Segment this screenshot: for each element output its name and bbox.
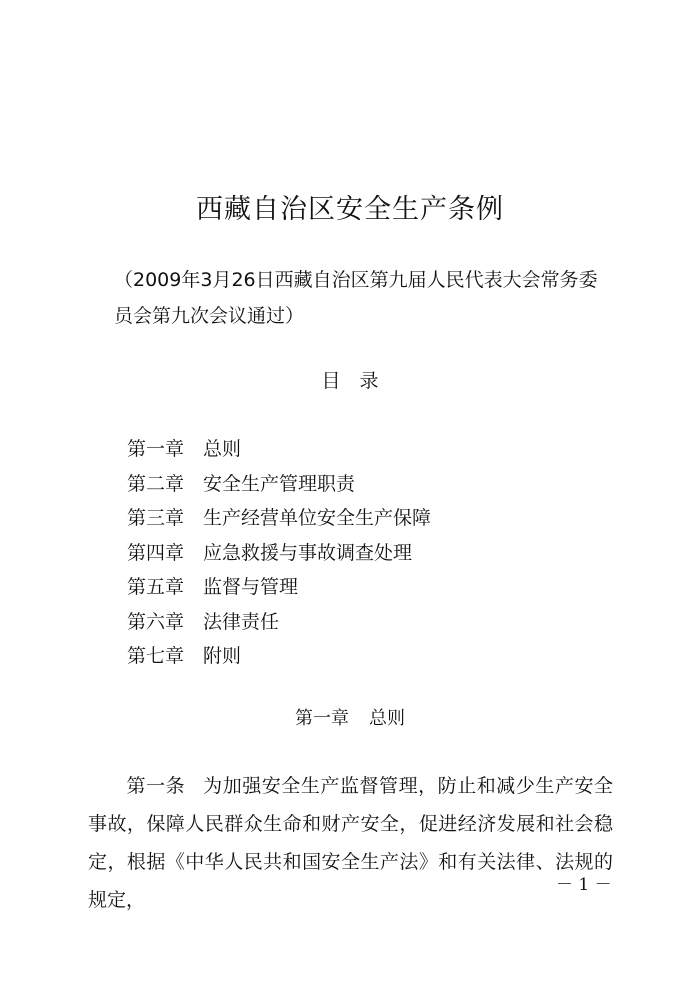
toc-chapter-number: 第六章 bbox=[127, 610, 185, 633]
article-paragraph bbox=[88, 767, 613, 919]
toc-chapter-number: 第七章 bbox=[127, 645, 185, 667]
toc-chapter-name: 安全生产管理职责 bbox=[203, 472, 356, 495]
toc-chapter-number: 第五章 bbox=[127, 576, 185, 598]
toc-chapter-name: 监督与管理 bbox=[203, 576, 299, 598]
chapter-number: 第一章 bbox=[295, 708, 349, 729]
toc-item bbox=[127, 501, 577, 536]
toc-heading: 目 录 bbox=[321, 370, 379, 392]
toc-chapter-name: 生产经营单位安全生产保障 bbox=[203, 507, 432, 529]
chapter-heading bbox=[0, 704, 700, 734]
toc-item bbox=[127, 536, 577, 571]
article-number: 第一条 bbox=[126, 775, 186, 797]
page-number: － 1 － bbox=[556, 875, 612, 895]
toc-item bbox=[127, 467, 577, 502]
toc-chapter-number: 第四章 bbox=[127, 541, 185, 564]
document-title: 西藏自治区安全生产条例 bbox=[196, 194, 504, 225]
toc-item bbox=[127, 605, 577, 640]
table-of-contents bbox=[127, 432, 577, 674]
article-text: 为加强安全生产监督管理，防止和减少生产安全事故，保障人民群众生命和财产安全，促进经济发展和社会稳定，根据《中华人民共和国安全生产法》和有关法律、法规的规定， bbox=[88, 775, 613, 911]
toc-item bbox=[127, 639, 577, 674]
toc-chapter-number: 第三章 bbox=[127, 507, 185, 529]
toc-chapter-number: 第二章 bbox=[127, 472, 185, 495]
toc-item bbox=[127, 432, 577, 467]
toc-item bbox=[127, 570, 577, 605]
toc-chapter-name: 应急救援与事故调查处理 bbox=[203, 541, 413, 564]
toc-chapter-name: 法律责任 bbox=[203, 610, 280, 633]
toc-chapter-number: 第一章 bbox=[127, 438, 185, 460]
toc-chapter-name: 附则 bbox=[203, 645, 242, 667]
chapter-name: 总则 bbox=[369, 708, 405, 729]
adoption-note: （2009年3月26日西藏自治区第九届人民代表大会常务委员会第九次会议通过） bbox=[114, 269, 598, 327]
toc-chapter-name: 总则 bbox=[203, 438, 242, 460]
